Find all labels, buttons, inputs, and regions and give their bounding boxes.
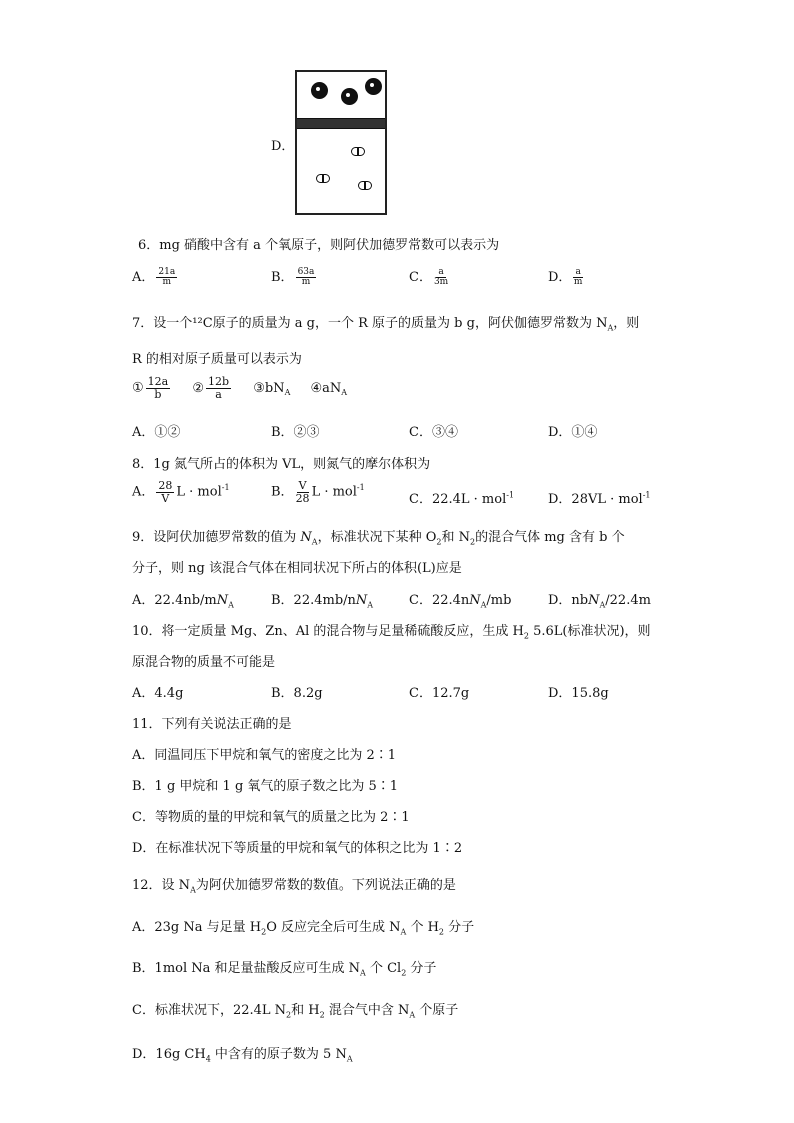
q7-expressions: ① $\frac{12a}{b}$ ② $\frac{12b}{a}$ $③bN_A$ $④aN_A$ [132,375,348,401]
diatomic-molecule [351,147,365,156]
q10-option-c: C．12.7g [409,686,470,701]
q12-option-d: D．16g $CH_4$ 中含有的原子数为 5 $N_A$ [132,1047,353,1064]
q12-option-c: C．标准状况下，22.4L $N_2$和 $H_2$ 混合气中含 $N_A$ 个原子 [132,1003,459,1020]
q9-option-d: D．nbN$_A$/22.4m [548,593,651,610]
q9-option-c: C．$22.4nN_A/mb$ [409,593,512,610]
q12-stem: 12．设 $N_A$为阿伏加德罗常数的数值。下列说法正确的是 [132,878,456,895]
q8-option-b: B． $\frac{V}{28}$ L · mol$^{-1}$ [271,479,365,505]
q10-option-d: D．15.8g [548,686,609,701]
q12-option-a: A．23g Na 与足量 $H_2O$ 反应完全后可生成 $N_A$ 个 $H_2$ 分子 [132,920,475,937]
q6-option-c: C． $\frac{a}{3m}$ [409,266,449,287]
q9-stem-line1: 9．设阿伏加德罗常数的值为 $N_A$，标准状况下某种 $O_2$和 $N_2$的混合气体 mg 含有 b 个 [132,530,625,547]
diatomic-molecule [358,181,372,190]
atom-dot [311,82,328,99]
q10-stem-line1: 10．将一定质量 Mg、Zn、Al 的混合物与足量稀硫酸反应，生成 $H_2$ 5.6L(标准状况)，则 [132,624,651,641]
q11-stem: 11．下列有关说法正确的是 [132,717,292,732]
q7-option-b: B．②③ [271,425,320,440]
piston-plate [297,118,385,129]
q7-stem-line2: R 的相对原子质量可以表示为 [132,352,302,367]
q5-option-d-label: D． [271,139,295,154]
q7-option-a: A．①② [132,425,181,440]
gas-container-diagram [295,70,387,215]
q10-option-b: B．8.2g [271,686,323,701]
q11-option-a: A．同温同压下甲烷和氧气的密度之比为 2∶1 [132,748,397,763]
q8-option-c: C．22.4L · mol$^{-1}$ [409,490,515,507]
q9-option-b: B．$22.4mb/nN_A$ [271,593,374,610]
q12-option-b: B．1mol Na 和足量盐酸反应可生成 $N_A$ 个 $Cl_2$ 分子 [132,961,437,978]
atom-dot [341,88,358,105]
q7-stem-line1: 7．设一个¹²C原子的质量为 a g，一个 R 原子的质量为 b g，阿伏伽德罗常数为 $N_A$，则 [132,316,640,333]
q7-option-c: C．③④ [409,425,458,440]
q6-option-a: A． $\frac{21a}{m}$ [132,266,176,287]
q11-option-b: B．1 g 甲烷和 1 g 氧气的原子数之比为 5∶1 [132,779,399,794]
diatomic-molecule [316,174,330,183]
q6-option-b: B． $\frac{63a}{m}$ [271,266,315,287]
q11-option-c: C．等物质的量的甲烷和氧气的质量之比为 2∶1 [132,810,410,825]
q8-option-a: A． $\frac{28}{V}$ L · mol$^{-1}$ [132,479,230,505]
q8-option-d: D．28VL · mol$^{-1}$ [548,490,651,507]
q11-option-d: D．在标准状况下等质量的甲烷和氧气的体积之比为 1∶2 [132,841,463,856]
q9-stem-line2: 分子，则 ng 该混合气体在相同状况下所占的体积(L)应是 [132,561,462,576]
q10-stem-line2: 原混合物的质量不可能是 [132,655,276,670]
q10-option-a: A．4.4g [132,686,184,701]
q6-stem: 6．mg 硝酸中含有 a 个氧原子，则阿伏加德罗常数可以表示为 [138,238,500,253]
q7-option-d: D．①④ [548,425,598,440]
q8-stem: 8．1g 氮气所占的体积为 VL，则氮气的摩尔体积为 [132,457,431,472]
q9-option-a: A．$22.4nb/mN_A$ [132,593,234,610]
atom-dot [365,78,382,95]
q6-option-d: D． $\frac{a}{m}$ [548,266,583,287]
